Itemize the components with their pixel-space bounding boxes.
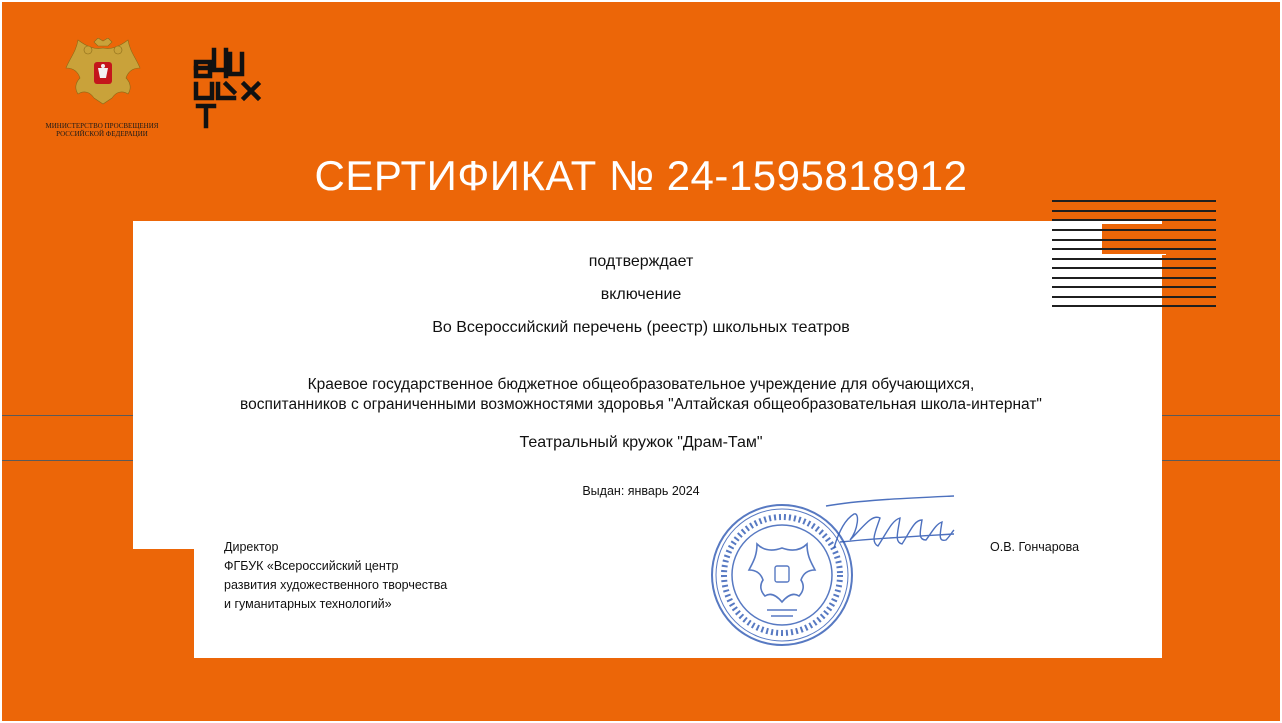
certificate-title: СЕРТИФИКАТ № 24-1595818912 [314,152,968,199]
institution-name-line-2: воспитанников с ограниченными возможностями здоровья "Алтайская общеобразовательная школа-интернат" [240,396,1042,413]
confirms-text: подтверждает [588,253,694,270]
ministry-name: МИНИСТЕРСТВО ПРОСВЕЩЕНИЯ РОССИЙСКОЙ ФЕДЕРАЦИИ [45,122,159,138]
institution-name [133,375,1149,415]
ministry-logo [32,38,172,144]
inclusion-text: включение [600,286,682,303]
signer-position: Директор [224,540,279,554]
registry-text: Во Всероссийский перечень (реестр) школьных театров [432,319,850,336]
theatre-circle-name: Театральный кружок "Драм-Там" [519,434,763,451]
signer-name: О.В. Гончарова [990,540,1080,554]
signer-org-line-3: и гуманитарных технологий» [224,597,392,611]
institution-name-line-1: Краевое государственное бюджетное общеобразовательное учреждение для обучающихся, [307,376,975,393]
signature-image [820,490,960,560]
double-headed-eagle-icon [64,38,142,108]
certificate [2,2,1280,721]
vctk-logo-icon [192,40,264,130]
signer-info [224,538,447,614]
signer-org-line-1: ФГБУК «Всероссийский центр [224,559,399,573]
signer-org-line-2: развития художественного творчества [224,578,448,592]
issue-date: Выдан: январь 2024 [582,484,700,498]
